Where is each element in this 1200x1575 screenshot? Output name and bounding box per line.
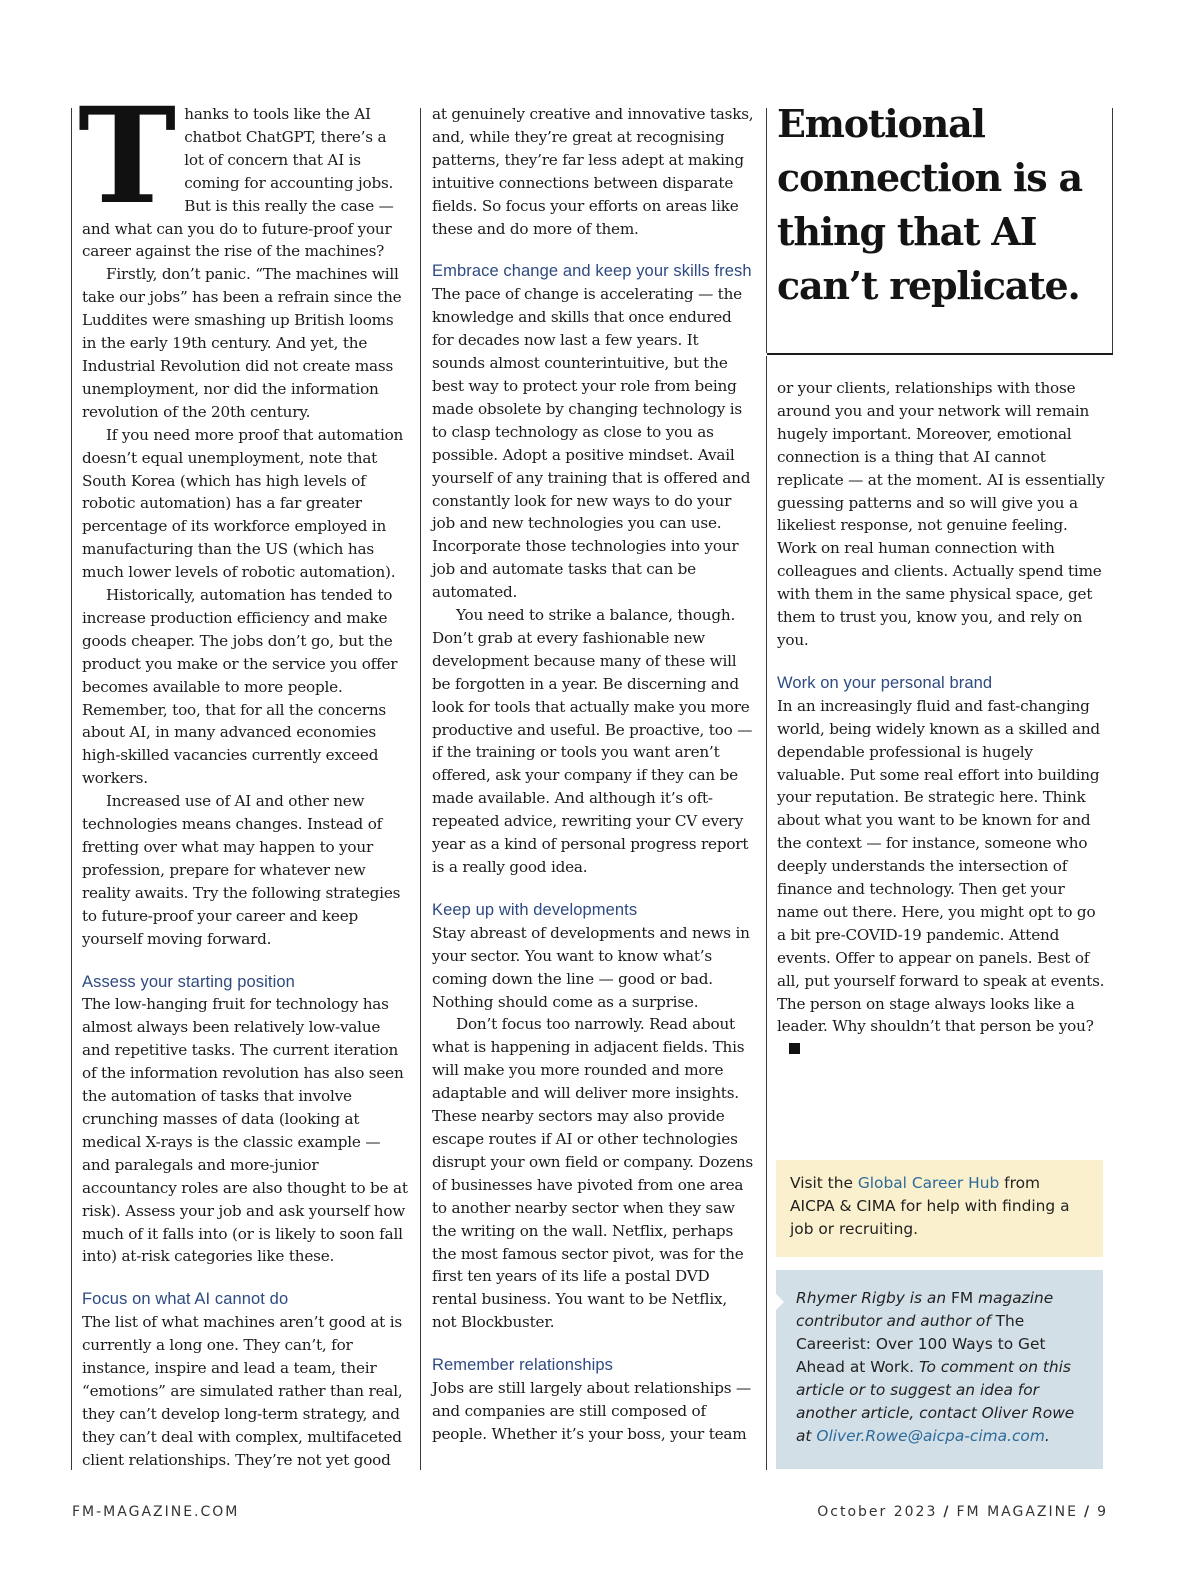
issue-date: October 2023 (817, 1504, 938, 1520)
subheading: Assess your starting position (82, 972, 295, 991)
end-mark (789, 1043, 800, 1054)
subheading: Work on your personal brand (777, 673, 993, 692)
bio-text: . (1044, 1427, 1050, 1445)
article-column-3-body (777, 377, 1105, 1061)
paragraph: Firstly, don’t panic. “The machines will take our jobs” has been a refrain since the Luddites were smashing up British looms in the early 19th century. And yet, the Industrial Revolution did not create mass unemployment, nor did the information revolution of the 20th century. (82, 265, 402, 421)
paragraph: The list of what machines aren’t good at is currently a long one. They can’t, for instance, inspire and lead a team, their “emotions” are simulated rather than real, they can’t develop long-term strategy, and they can’t deal with complex, multifaceted client relationships. They’re not yet good (82, 1313, 403, 1469)
hub-text: from AICPA & CIMA for help with finding a job or recruiting. (790, 1174, 1070, 1238)
footer-folio (817, 1504, 1108, 1520)
hub-text: Visit the (790, 1174, 858, 1192)
article-column-2 (432, 103, 754, 1446)
column-rule-3-top (1112, 108, 1113, 353)
page-number: 9 (1097, 1504, 1108, 1520)
paragraph: or your clients, relationships with those around you and your network will remain hugely important. Moreover, emotional connection is a thing that AI cannot replicate — at the moment. AI is essentially guessing patterns and so will give you a likeliest response, not genuine feeling. Work on real human connection with colleagues and clients. Actually spend time with them in the same physical space, get them to trust you, know you, and rely on you. (777, 379, 1105, 649)
separator: / (1083, 1504, 1092, 1520)
subheading: Embrace change and keep your skills fresh (432, 262, 752, 281)
drop-cap: T (78, 79, 177, 234)
paragraph: The pace of change is accelerating — the knowledge and skills that once endured for decades now last a few years. It sounds almost counterintuitive, but the best way to protect your role from being made obsolete by changing technology is to clasp technology as close to you as possible. Adopt a positive mindset. Avail yourself of any training that is offered and constantly look for new ways to do your job and new technologies you can use. Incorporate those technologies into your job and automate tasks that can be automated. (432, 285, 751, 602)
column-rule-2-top (766, 108, 767, 353)
subheading: Remember relationships (432, 1356, 614, 1375)
paragraph: Jobs are still largely about relationships — and companies are still composed of people. Whether it’s your boss, your team (432, 1379, 751, 1443)
subheading: Focus on what AI cannot do (82, 1290, 289, 1309)
bio-text: Rhymer Rigby is an (796, 1289, 952, 1307)
paragraph: If you need more proof that automation doesn’t equal unemployment, note that South Korea (which has high levels of robotic automation) has a far greater percentage of its workforce employed in manufacturing than the US (which has much lower levels of robotic automation). (82, 425, 404, 582)
paragraph: hanks to tools like the AI chatbot ChatGPT, there’s a lot of concern that AI is coming for accounting jobs. But is this really the case — and what can you do to future-proof your career against the rise of the machines? (82, 105, 394, 261)
paragraph (777, 695, 1105, 1062)
bio-text: FM (951, 1289, 974, 1307)
column-rule-left (71, 108, 72, 1470)
footer-website: FM-MAGAZINE.COM (72, 1504, 240, 1520)
separator: / (943, 1504, 951, 1520)
global-career-hub-link[interactable]: Global Career Hub (857, 1174, 1000, 1192)
paragraph-text: In an increasingly fluid and fast-changing world, being widely known as a skilled and dependable professional is hugely valuable. Put some real effort into building your reputation. Be strategic here. Think about what you want to be known for and the context — for instance, someone who deeply understands the intersection of finance and technology. Then get your name out there. Here, you might opt to go a bit pre-COVID-19 pandemic. Attend events. Offer to appear on panels. Best of all, put yourself forward to speak at events. The person on stage always looks like a leader. Why shouldn’t that person be you? (777, 696, 1105, 1036)
author-bio-box (776, 1270, 1103, 1469)
career-hub-box (776, 1160, 1103, 1257)
magazine-name: FM MAGAZINE (956, 1504, 1078, 1520)
pull-quote-divider (767, 353, 1113, 355)
article-column-3 (777, 97, 1105, 313)
article-column-1 (78, 79, 408, 1472)
paragraph: Historically, automation has tended to increase production efficiency and make goods cheaper. The jobs don’t go, but the product you make or the service you offer becomes available to more people. Remember, too, that for all the concerns about AI, in many advanced economies high-skilled vacancies currently exceed workers. (82, 586, 398, 788)
bio-notch (776, 1294, 784, 1310)
paragraph: Increased use of AI and other new technologies means changes. Instead of fretting over what may happen to your profession, prepare for whatever new reality awaits. Try the following strategies to future-proof your career and keep yourself moving forward. (82, 792, 401, 948)
subheading: Keep up with developments (432, 900, 638, 919)
paragraph: at genuinely creative and innovative tasks, and, while they’re great at recognising patterns, they’re far less adept at making intuitive connections between disparate fields. So focus your efforts on areas like these and do more of them. (432, 105, 754, 238)
bio-text: magazine contributor and author of (796, 1289, 1054, 1330)
paragraph: Don’t focus too narrowly. Read about what is happening in adjacent fields. This will make you more rounded and more adaptable and will deliver more insights. These nearby sectors may also provide escape routes if AI or other technologies disrupt your own field or company. Dozens of businesses have pivoted from one area to another nearby sector when they saw the writing on the wall. Netflix, perhaps the most famous sector pivot, was for the first ten years of its life a postal DVD rental business. You want to be Netflix, not Blockbuster. (432, 1015, 754, 1332)
column-rule-1 (420, 108, 421, 1470)
paragraph: Stay abreast of developments and news in your sector. You want to know what’s coming down the line — good or bad. Nothing should come as a surprise. (432, 923, 750, 1011)
email-link[interactable]: Oliver.Rowe@aicpa-cima.com (816, 1427, 1045, 1445)
bio-text: To comment on this article or to suggest an idea for another article, contact Oliver Rowe at (796, 1358, 1075, 1445)
column-rule-2-bottom (766, 356, 767, 1470)
paragraph: You need to strike a balance, though. Don’t grab at every fashionable new development because many of these will be forgotten in a year. Be discerning and look for tools that actually make you more productive and useful. Be proactive, too — if the training or tools you want aren’t offered, ask your company if they can be made available. And although it’s oft-repeated advice, rewriting your CV every year as a kind of personal progress report is a really good idea. (432, 606, 753, 876)
pull-quote: Emotional connection is a thing that AI can’t replicate. (777, 101, 1082, 308)
book-title: The Careerist: Over 100 Ways to Get Ahead at Work. (796, 1312, 1046, 1376)
paragraph: The low-hanging fruit for technology has almost always been relatively low-value and repetitive tasks. The current iteration of the information revolution has also seen the automation of tasks that involve crunching masses of data (looking at medical X-rays is the classic example — and paralegals and more-junior accountancy roles are also thought to be at risk). Assess your job and ask yourself how much of it falls into (or is likely to soon fall into) at-risk categories like these. (82, 995, 408, 1266)
